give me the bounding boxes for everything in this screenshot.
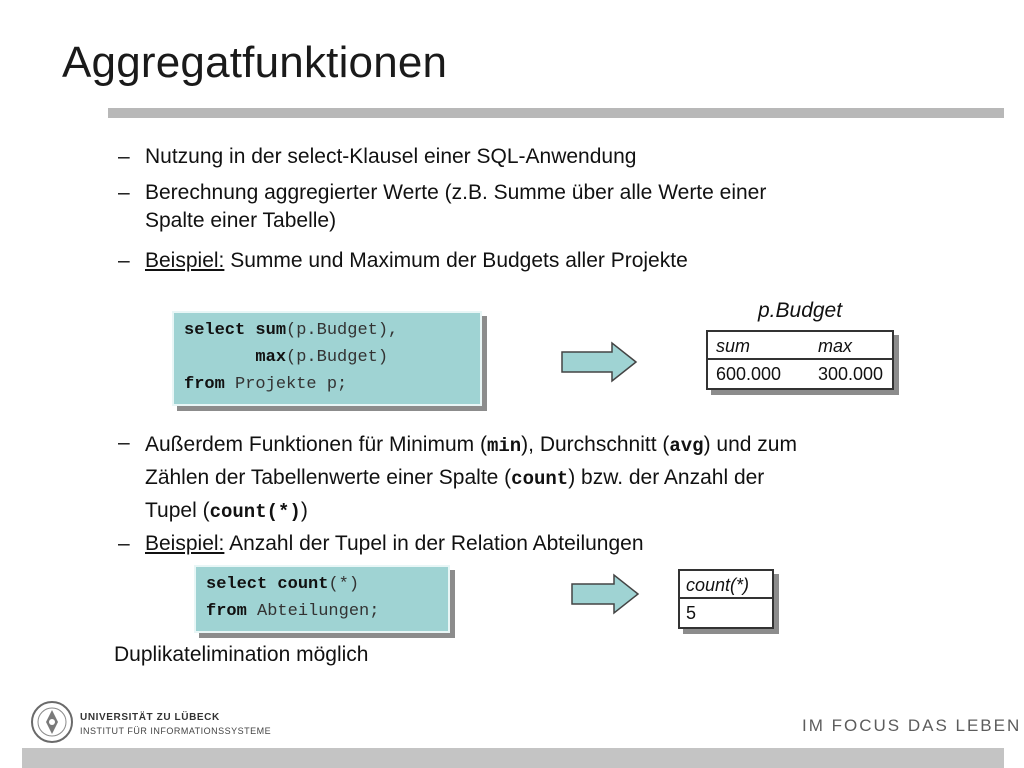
- bullet-dash: –: [118, 532, 130, 555]
- bullet-example-budget: [145, 247, 688, 275]
- sql-code-count: [194, 565, 450, 633]
- code-count-star: count(*): [209, 501, 301, 523]
- university-slogan: IM FOCUS DAS LEBEN: [802, 716, 1022, 735]
- code-keyword: select: [206, 575, 268, 594]
- text: Außerdem Funktionen für Minimum (: [145, 433, 487, 456]
- university-name: UNIVERSITÄT ZU LÜBECK: [80, 712, 220, 723]
- code-count: count: [511, 468, 569, 490]
- result-header-row: [708, 332, 892, 360]
- value-sum: 600.000: [716, 364, 782, 384]
- bullet-usage: Nutzung in der select-Klausel einer SQL-Anwendung: [145, 145, 637, 168]
- bullet-dash: –: [118, 145, 130, 168]
- column-sum: sum: [716, 336, 751, 356]
- value-max: 300.000: [818, 364, 884, 384]
- other-functions-line1: [145, 429, 797, 462]
- code-text: (*): [328, 575, 360, 594]
- column-count: count(*): [686, 575, 750, 595]
- result-caption: p.Budget: [758, 299, 843, 322]
- code-text: Projekte p;: [224, 375, 348, 394]
- column-max: max: [818, 336, 853, 356]
- code-function: sum: [255, 321, 287, 340]
- example-text: Anzahl der Tupel in der Relation Abteilungen: [224, 532, 644, 555]
- code-text: (p.Budget): [286, 348, 389, 367]
- result-table-budget: [706, 330, 894, 390]
- bullet-other-functions: [145, 429, 797, 528]
- code-indent: [184, 348, 255, 367]
- text: ): [300, 499, 308, 522]
- text: Tupel (: [145, 499, 210, 522]
- code-text: (p.Budget),: [286, 321, 399, 340]
- example-text: Summe und Maximum der Budgets aller Projekte: [224, 249, 688, 272]
- code-function: max: [255, 348, 287, 367]
- footer-bar: [22, 748, 1004, 768]
- result-value-row: [680, 599, 772, 627]
- text: ) bzw. der Anzahl der: [568, 466, 765, 489]
- university-seal-icon: [30, 700, 74, 744]
- code-keyword: from: [206, 602, 247, 621]
- institute-name: INSTITUT FÜR INFORMATIONSSYSTEME: [80, 726, 272, 736]
- result-arrow-icon: [570, 572, 642, 616]
- bullet-dash: –: [118, 249, 130, 272]
- other-functions-line2: [145, 462, 797, 495]
- code-avg: avg: [669, 435, 704, 457]
- text: ) und zum: [703, 433, 797, 456]
- bullet-computation: [145, 179, 766, 235]
- title-divider: [108, 108, 1004, 118]
- other-functions-line3: [145, 495, 797, 528]
- duplicate-elimination-note: Duplikatelimination möglich: [114, 643, 369, 666]
- example-label: Beispiel:: [145, 532, 225, 555]
- result-value-row: [708, 360, 892, 388]
- result-table-count: [678, 569, 774, 629]
- bullet-computation-line1: Berechnung aggregierter Werte (z.B. Summe über alle Werte einer: [145, 181, 767, 204]
- code-text: Abteilungen;: [246, 602, 380, 621]
- sql-code-budget: [172, 311, 482, 406]
- bullet-dash: –: [118, 181, 130, 204]
- text: ), Durchschnitt (: [521, 433, 670, 456]
- value-count: 5: [686, 603, 697, 623]
- bullet-example-count: [145, 530, 644, 558]
- text: Zählen der Tabellenwerte einer Spalte (: [145, 466, 512, 489]
- example-label: Beispiel:: [145, 249, 225, 272]
- code-keyword: select: [184, 321, 246, 340]
- result-arrow-icon: [560, 340, 640, 384]
- bullet-dash: –: [118, 431, 130, 454]
- code-function: count: [277, 575, 329, 594]
- code-keyword: from: [184, 375, 225, 394]
- bullet-computation-line2: Spalte einer Tabelle): [145, 209, 337, 232]
- result-header-row: [680, 571, 772, 599]
- slide-title: Aggregatfunktionen: [62, 38, 448, 87]
- code-min: min: [486, 435, 522, 457]
